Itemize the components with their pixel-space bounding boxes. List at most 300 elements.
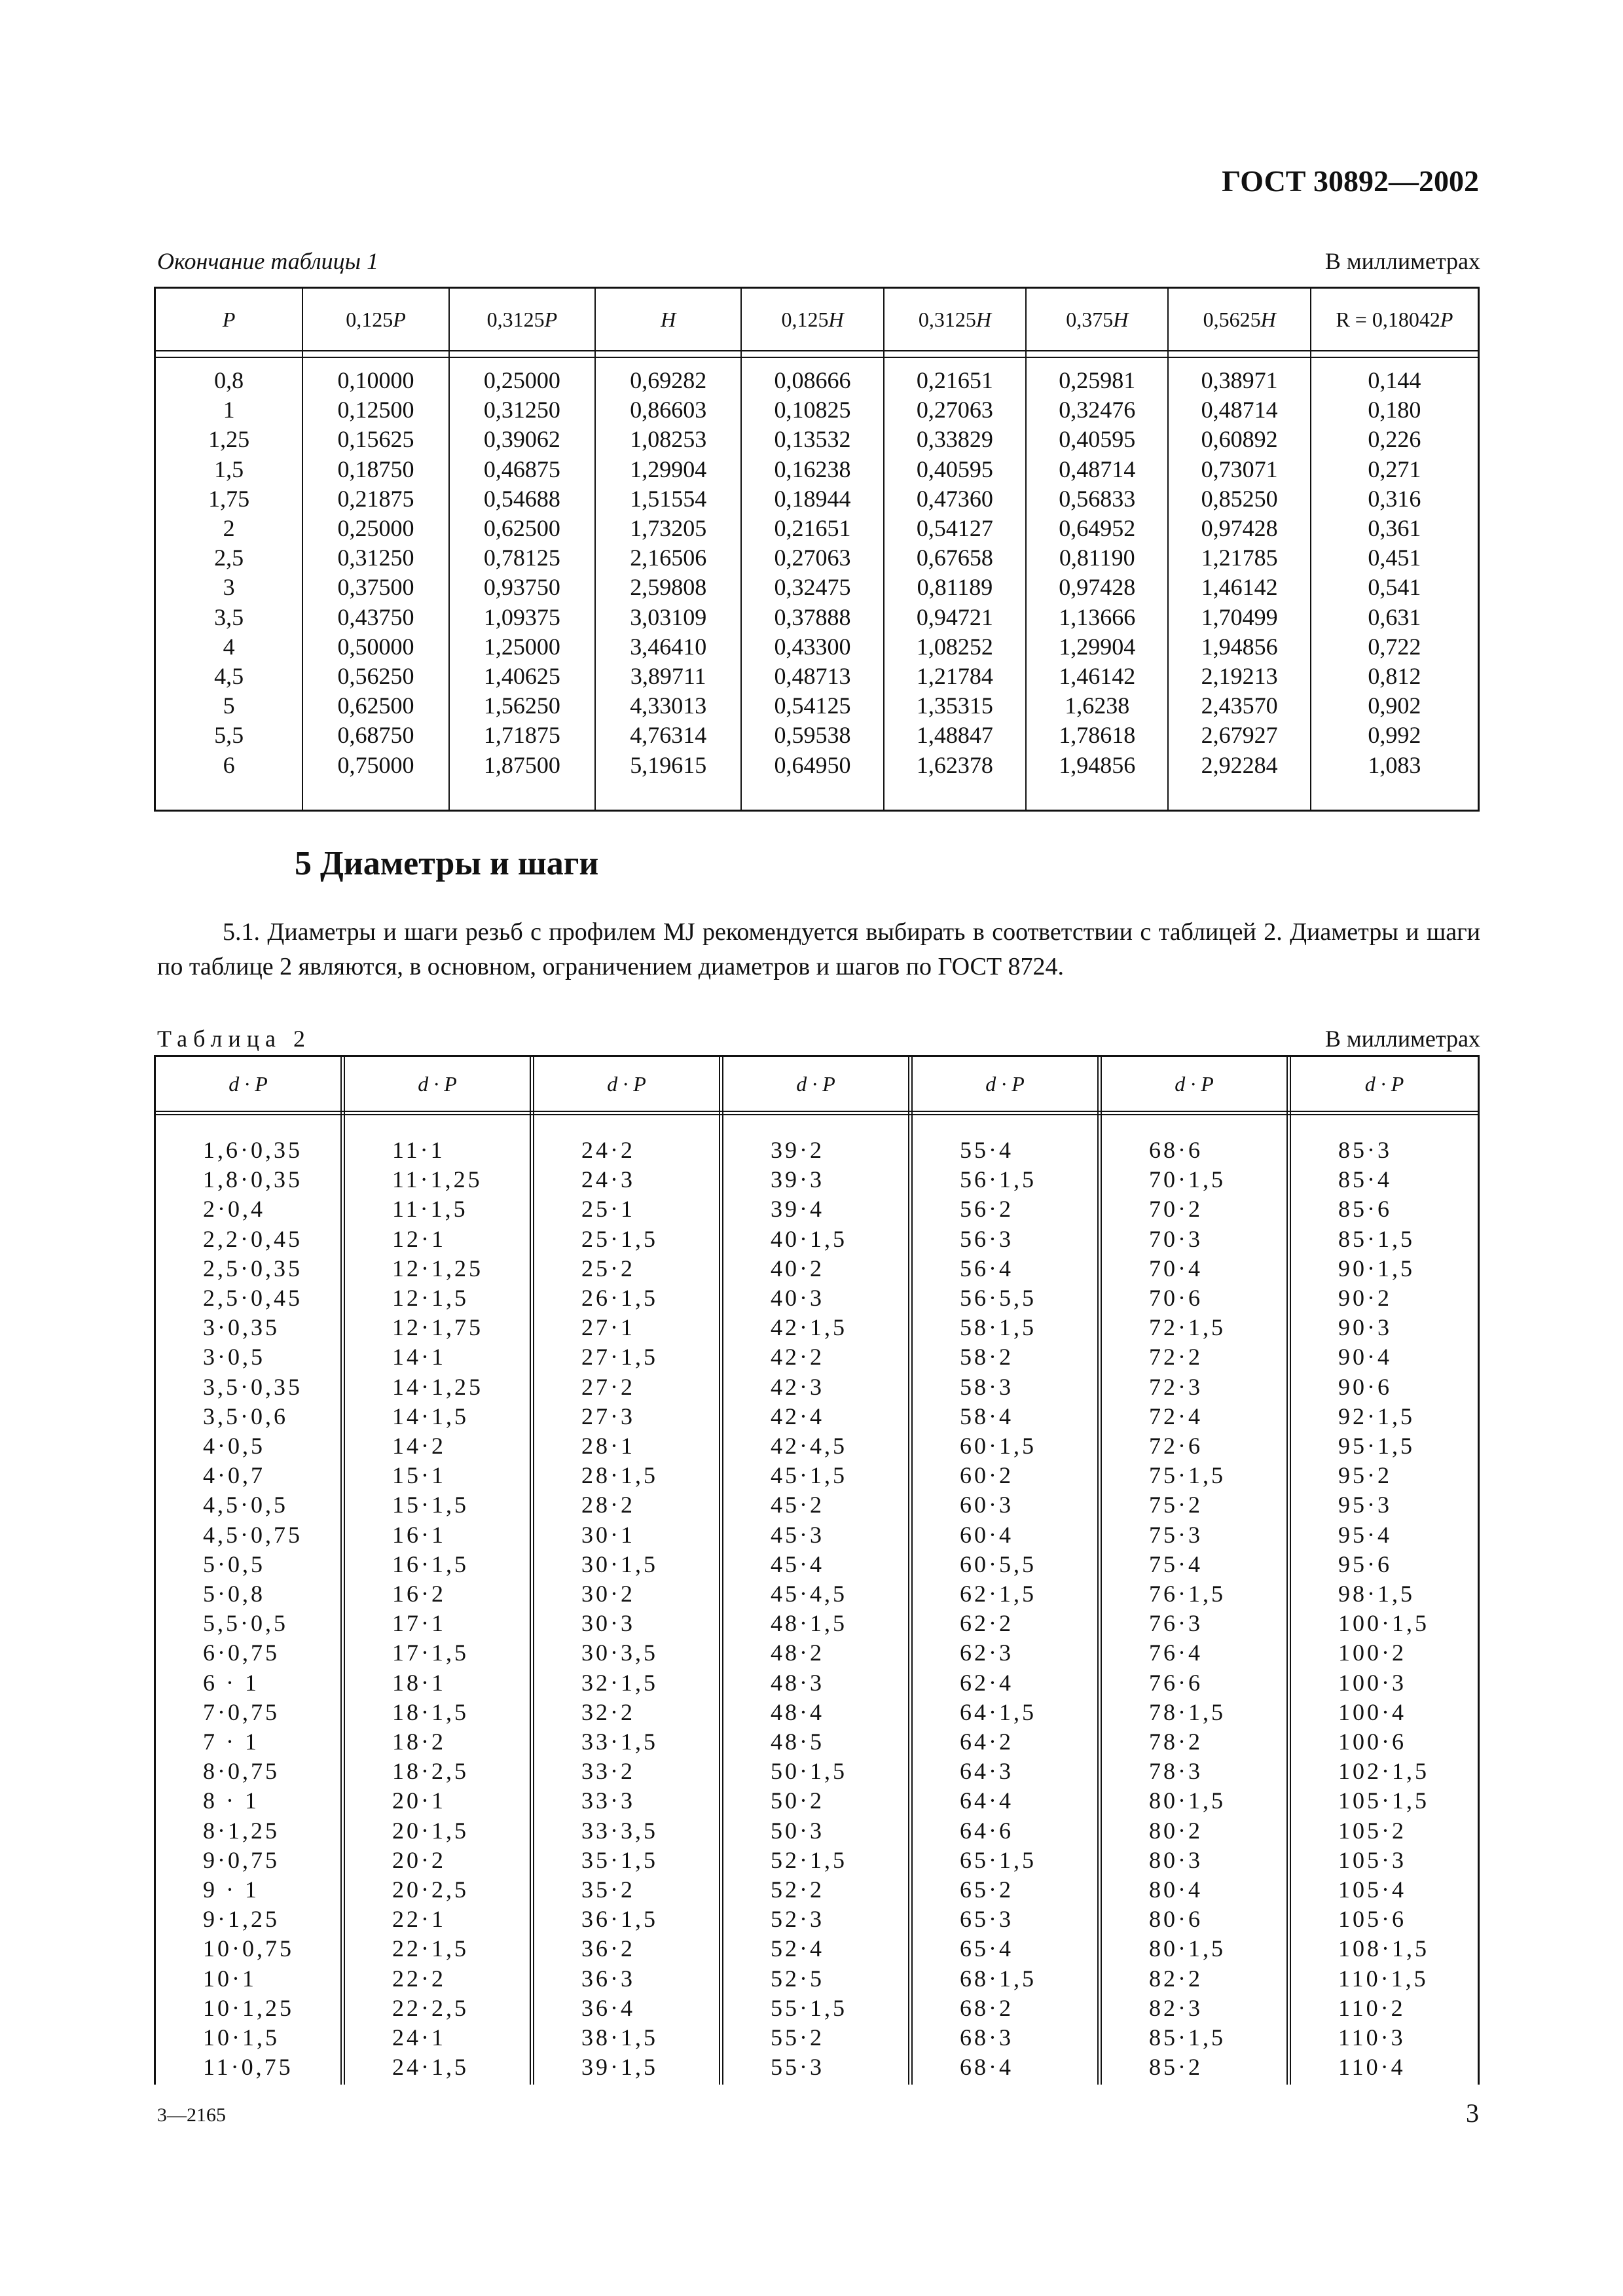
table2-cell: 36·4 — [581, 1994, 635, 2021]
table2-cell: 75·4 — [1149, 1551, 1203, 1577]
table2-cell: 39·4 — [771, 1196, 824, 1223]
table1-cell: 0,37888 — [774, 603, 851, 630]
table2-cell: 32·2 — [581, 1698, 635, 1725]
table2-cell: 55·3 — [771, 2054, 824, 2081]
table1-cell: 0,18944 — [774, 485, 851, 512]
table1-column — [884, 289, 1027, 810]
table2-cell: 100·2 — [1338, 1640, 1406, 1666]
table1-column — [1169, 289, 1311, 810]
table1-cell: 0,81190 — [1059, 545, 1135, 571]
table2-cell: 27·1,5 — [581, 1344, 658, 1371]
table2-cell: 45·2 — [771, 1492, 824, 1518]
table1-column — [742, 289, 884, 810]
table1-cell: 0,12500 — [337, 397, 414, 423]
table1-cell: 0,81189 — [917, 574, 993, 601]
table2-cell: 62·3 — [960, 1640, 1013, 1666]
table2-cell: 50·3 — [771, 1817, 824, 1844]
table2-cell: 90·2 — [1338, 1285, 1392, 1312]
table1-units: В миллиметрах — [1324, 248, 1480, 274]
section-title: 5 Диаметры и шаги — [295, 845, 599, 882]
table1-cell: 1,56250 — [483, 692, 560, 719]
table2-cell: 100·4 — [1338, 1698, 1406, 1725]
table2-cell: 58·4 — [960, 1403, 1013, 1429]
table1-cell: 0,59538 — [774, 722, 851, 749]
table2-cell: 52·5 — [771, 1965, 824, 1992]
table2-cell: 8·1,25 — [203, 1817, 280, 1844]
table2-cell: 9·0,75 — [203, 1846, 280, 1873]
table2-cell: 48·2 — [771, 1640, 824, 1666]
table2-column-header: d · P — [1175, 1071, 1214, 1096]
table1-cell: 0,75000 — [337, 751, 414, 778]
header-variable: H — [1260, 307, 1276, 331]
table2-cell: 25·1,5 — [581, 1225, 658, 1252]
table2-cell: 56·4 — [960, 1255, 1013, 1282]
table1-cell: 2,43570 — [1201, 692, 1278, 719]
table1-column-header — [156, 289, 302, 351]
header-coefficient: 0,375 — [1066, 307, 1114, 331]
table1-cell: 0,271 — [1368, 456, 1421, 482]
table1-cell: 3,46410 — [630, 633, 707, 660]
table2-cell: 70·2 — [1149, 1196, 1203, 1223]
table2-cell: 64·2 — [960, 1729, 1013, 1755]
table2-cell: 4,5·0,5 — [203, 1492, 288, 1518]
table2-cell: 8·0,75 — [203, 1758, 280, 1785]
table1-cell: 0,40595 — [1059, 426, 1136, 453]
table2-cell: 80·1,5 — [1149, 1935, 1226, 1962]
table1-cell: 0,16238 — [774, 456, 851, 482]
table2-cell: 72·4 — [1149, 1403, 1203, 1429]
table2-cell: 65·1,5 — [960, 1846, 1036, 1873]
table2-cell: 3·0,35 — [203, 1314, 280, 1341]
table1-cell: 1,78618 — [1059, 722, 1136, 749]
table2-cell: 16·1 — [392, 1521, 446, 1548]
table2-cell: 62·2 — [960, 1610, 1013, 1637]
table2-cell: 6 · 1 — [203, 1669, 259, 1696]
table2-cell: 110·1,5 — [1338, 1965, 1429, 1992]
table1-cell: 0,33829 — [916, 426, 993, 453]
table1-cell: 0,60892 — [1201, 426, 1278, 453]
table1-cell: 0,316 — [1368, 485, 1421, 512]
table2-cell: 95·1,5 — [1338, 1433, 1415, 1460]
table2-cell: 40·3 — [771, 1285, 824, 1312]
table2-cell: 56·5,5 — [960, 1285, 1036, 1312]
table2-cell: 9 · 1 — [203, 1876, 259, 1903]
table1-cell: 0,62500 — [483, 515, 560, 542]
header-coefficient: R = 0,18042 — [1336, 307, 1440, 331]
header-variable: H — [1113, 307, 1129, 331]
table2-cell: 42·3 — [771, 1373, 824, 1400]
table1-column — [596, 289, 742, 810]
table1-cell: 0,62500 — [337, 692, 414, 719]
table2-cell: 3,5·0,35 — [203, 1373, 302, 1400]
table2-cell: 56·1,5 — [960, 1166, 1036, 1193]
table2-cell: 65·3 — [960, 1906, 1013, 1933]
table1-cell: 2,16506 — [630, 545, 707, 571]
table2-cell: 90·1,5 — [1338, 1255, 1415, 1282]
table1-cell: 1,75 — [208, 485, 250, 512]
table1-cell: 0,43300 — [774, 633, 851, 660]
table1-cell: 0,8 — [214, 367, 244, 393]
header-variable: H — [976, 307, 991, 331]
table2-cell: 20·2 — [392, 1846, 446, 1873]
table1-cell: 0,46875 — [483, 456, 560, 482]
table2-cell: 58·1,5 — [960, 1314, 1036, 1341]
header-coefficient: 0,3125 — [486, 307, 545, 331]
table2-cell: 30·1,5 — [581, 1551, 658, 1577]
table2-cell: 68·2 — [960, 1994, 1013, 2021]
table1-cell: 5,19615 — [630, 751, 707, 778]
table1-cell: 1,083 — [1368, 751, 1421, 778]
table2-cell: 52·2 — [771, 1876, 824, 1903]
table1-column — [156, 289, 303, 810]
header-variable: P — [393, 307, 406, 331]
table2-cell: 85·6 — [1338, 1196, 1392, 1223]
table1-cell: 0,21651 — [916, 367, 993, 393]
table1-column — [1027, 289, 1169, 810]
table2-cell: 78·2 — [1149, 1729, 1203, 1755]
table2-cell: 24·2 — [581, 1137, 635, 1163]
table2-cell: 105·4 — [1338, 1876, 1406, 1903]
table1-cell: 0,37500 — [337, 574, 414, 601]
table2-cell: 12·1,25 — [392, 1255, 483, 1282]
table2-cell: 38·1,5 — [581, 2024, 658, 2051]
table1-cell: 4 — [223, 633, 235, 660]
table1-cell: 3,89711 — [630, 663, 706, 690]
table1-cell: 1,46142 — [1059, 663, 1136, 690]
table2-cell: 4·0,5 — [203, 1433, 265, 1460]
table2-cell: 12·1,75 — [392, 1314, 483, 1341]
table2-cell: 28·1 — [581, 1433, 635, 1460]
table2-cell: 70·1,5 — [1149, 1166, 1226, 1193]
table2-cell: 72·2 — [1149, 1344, 1203, 1371]
header-variable: H — [661, 307, 676, 331]
table1-cell: 0,86603 — [630, 397, 707, 423]
table1-cell: 1,13666 — [1059, 603, 1136, 630]
header-variable: H — [828, 307, 844, 331]
table2-cell: 85·1,5 — [1338, 1225, 1415, 1252]
table2-cell: 20·2,5 — [392, 1876, 469, 1903]
table2-cell: 80·2 — [1149, 1817, 1203, 1844]
table1-column — [1311, 289, 1478, 810]
table2-cell: 42·4 — [771, 1403, 824, 1429]
table2-cell: 33·2 — [581, 1758, 635, 1785]
table2-cell: 76·4 — [1149, 1640, 1203, 1666]
table1-cell: 0,73071 — [1201, 456, 1278, 482]
table1-cell: 0,93750 — [483, 574, 560, 601]
table2-cell: 48·1,5 — [771, 1610, 847, 1637]
table2-cell: 62·4 — [960, 1669, 1013, 1696]
table2-cell: 95·3 — [1338, 1492, 1392, 1518]
table2-cell: 22·1,5 — [392, 1935, 469, 1962]
table2-cell: 52·1,5 — [771, 1846, 847, 1873]
table1-cell: 1,94856 — [1201, 633, 1278, 660]
page-number: 3 — [1466, 2098, 1479, 2128]
table1-cell: 1,48847 — [916, 722, 993, 749]
table1-cell: 0,31250 — [483, 397, 560, 423]
table2-cell: 45·3 — [771, 1521, 824, 1548]
table2-cell: 7·0,75 — [203, 1698, 280, 1725]
table1-cell: 0,32476 — [1059, 397, 1136, 423]
table2-cell: 60·2 — [960, 1462, 1013, 1489]
table1-cell: 0,47360 — [916, 485, 993, 512]
table1-cell: 4,76314 — [630, 722, 707, 749]
table2-cell: 39·3 — [771, 1166, 824, 1193]
table1-cell: 0,25000 — [483, 367, 560, 393]
table2-cell: 110·3 — [1338, 2024, 1406, 2051]
table2-cell: 85·1,5 — [1149, 2024, 1226, 2051]
table1-header-separator — [156, 357, 1478, 358]
table2-cell: 20·1,5 — [392, 1817, 469, 1844]
table1-cell: 0,451 — [1368, 545, 1421, 571]
table1-cell: 0,27063 — [916, 397, 993, 423]
table2-cell: 85·4 — [1338, 1166, 1392, 1193]
table2-cell: 98·1,5 — [1338, 1581, 1415, 1607]
table1-cell: 2,19213 — [1201, 663, 1278, 690]
table1-cell: 0,631 — [1368, 603, 1421, 630]
table2-cell: 55·4 — [960, 1137, 1013, 1163]
table2-cell: 30·3 — [581, 1610, 635, 1637]
table1-cell: 1,21785 — [1201, 545, 1278, 571]
table1-cell: 0,10000 — [337, 367, 414, 393]
table2-cell: 75·2 — [1149, 1492, 1203, 1518]
table2-cell: 11·0,75 — [203, 2054, 293, 2081]
table2-cell: 33·3 — [581, 1787, 635, 1814]
table2-cell: 60·4 — [960, 1521, 1013, 1548]
table2-header-separator — [156, 1111, 1478, 1115]
table2-cell: 24·1 — [392, 2024, 446, 2051]
table2-cell: 22·2 — [392, 1965, 446, 1992]
table2-cell: 64·1,5 — [960, 1698, 1036, 1725]
table2-cell: 68·6 — [1149, 1137, 1203, 1163]
table2-caption-row — [157, 1025, 1480, 1052]
table1-cell: 1,25000 — [483, 633, 560, 660]
table2-cell: 90·6 — [1338, 1373, 1392, 1400]
table2-cell: 80·6 — [1149, 1906, 1203, 1933]
table2-cell: 12·1 — [392, 1225, 446, 1252]
table1-cell: 1,29904 — [1059, 633, 1136, 660]
table1-cell: 0,48713 — [774, 663, 851, 690]
table2-cell: 12·1,5 — [392, 1285, 469, 1312]
table2-cell: 17·1,5 — [392, 1640, 469, 1666]
header-variable: P — [222, 307, 236, 331]
table1-cell: 0,54688 — [483, 485, 560, 512]
table2-cell: 68·1,5 — [960, 1965, 1036, 1992]
table2-cell: 2,5·0,35 — [203, 1255, 302, 1282]
table2-cell: 27·1 — [581, 1314, 635, 1341]
table2-cell: 75·3 — [1149, 1521, 1203, 1548]
table1-cell: 3,5 — [214, 603, 244, 630]
table1-cell: 0,361 — [1368, 515, 1421, 542]
table2-cell: 26·1,5 — [581, 1285, 658, 1312]
table1-column-header — [742, 289, 883, 351]
table2-cell: 92·1,5 — [1338, 1403, 1415, 1429]
table2-cell: 30·2 — [581, 1581, 635, 1607]
table1-cell: 1,94856 — [1059, 751, 1136, 778]
table2-cell: 65·2 — [960, 1876, 1013, 1903]
table2-cell: 68·3 — [960, 2024, 1013, 2051]
table1-cell: 0,54127 — [916, 515, 993, 542]
table1-cell: 0,21651 — [774, 515, 851, 542]
table1-cell: 4,5 — [214, 663, 244, 690]
table2-cell: 7 · 1 — [203, 1729, 259, 1755]
table1-column — [450, 289, 596, 810]
table2-cell: 100·3 — [1338, 1669, 1406, 1696]
table2-cell: 64·4 — [960, 1787, 1013, 1814]
table1-column — [303, 289, 449, 810]
table2-cell: 60·1,5 — [960, 1433, 1036, 1460]
table2-cell: 28·1,5 — [581, 1462, 658, 1489]
table1-cell: 0,67658 — [916, 545, 993, 571]
table2-cell: 14·1 — [392, 1344, 446, 1371]
table2-cell: 39·2 — [771, 1137, 824, 1163]
table1-cell: 0,38971 — [1201, 367, 1278, 393]
table2-cell: 65·4 — [960, 1935, 1013, 1962]
table1-cell: 3 — [223, 574, 235, 601]
table1-cell: 0,32475 — [774, 574, 851, 601]
table1-cell: 1,25 — [208, 426, 250, 453]
table2-cell: 70·3 — [1149, 1225, 1203, 1252]
table2-cell: 30·3,5 — [581, 1640, 658, 1666]
table1-cell: 0,15625 — [337, 426, 414, 453]
table2-cell: 14·1,25 — [392, 1373, 483, 1400]
table2-cell: 33·1,5 — [581, 1729, 658, 1755]
table2-cell: 60·3 — [960, 1492, 1013, 1518]
table2-column — [156, 1057, 345, 2085]
table2-column — [534, 1057, 723, 2085]
table2-cell: 105·2 — [1338, 1817, 1406, 1844]
table2-cell: 3·0,5 — [203, 1344, 265, 1371]
table1-cell: 1,73205 — [630, 515, 707, 542]
table1-cell: 0,992 — [1368, 722, 1421, 749]
table2-cell: 10·1 — [203, 1965, 257, 1992]
header-variable: P — [1440, 307, 1453, 331]
table1-cell: 0,902 — [1368, 692, 1421, 719]
table2-cell: 5,5·0,5 — [203, 1610, 288, 1637]
table1-cell: 1,08253 — [630, 426, 707, 453]
table2-cell: 80·1,5 — [1149, 1787, 1226, 1814]
table2-cell: 64·3 — [960, 1758, 1013, 1785]
table1-cell: 2,67927 — [1201, 722, 1278, 749]
table1 — [154, 287, 1480, 812]
table1-cell: 0,08666 — [774, 367, 851, 393]
table1-cell: 0,43750 — [337, 603, 414, 630]
table2-cell: 76·3 — [1149, 1610, 1203, 1637]
table2-cell: 52·4 — [771, 1935, 824, 1962]
table1-cell: 0,180 — [1368, 397, 1421, 423]
table2-cell: 45·4 — [771, 1551, 824, 1577]
table2-cell: 3,5·0,6 — [203, 1403, 288, 1429]
table2-cell: 100·1,5 — [1338, 1610, 1429, 1637]
table2-cell: 10·1,5 — [203, 2024, 280, 2051]
table2-column-header: d · P — [228, 1071, 268, 1096]
table2-cell: 32·1,5 — [581, 1669, 658, 1696]
table2-cell: 76·6 — [1149, 1669, 1203, 1696]
table2-cell: 40·1,5 — [771, 1225, 847, 1252]
table2-column-header: d · P — [985, 1071, 1025, 1096]
table1-cell: 0,54125 — [774, 692, 851, 719]
table2-cell: 42·1,5 — [771, 1314, 847, 1341]
table1-cell: 0,64952 — [1059, 515, 1136, 542]
table2-cell: 25·2 — [581, 1255, 635, 1282]
header-coefficient: 0,125 — [781, 307, 829, 331]
table1-column-header — [596, 289, 740, 351]
table2-cell: 24·1,5 — [392, 2054, 469, 2081]
table1-cell: 1,51554 — [630, 485, 707, 512]
table1-cell: 0,40595 — [916, 456, 993, 482]
table2-cell: 56·3 — [960, 1225, 1013, 1252]
table1-cell: 3,03109 — [630, 603, 707, 630]
table2-cell: 48·3 — [771, 1669, 824, 1696]
table2-cell: 58·2 — [960, 1344, 1013, 1371]
table1-column-header — [1311, 289, 1478, 351]
table1-cell: 1,6238 — [1065, 692, 1130, 719]
table1-cell: 0,97428 — [1201, 515, 1278, 542]
table1-cell: 0,85250 — [1201, 485, 1278, 512]
table2 — [154, 1055, 1480, 2085]
table2-cell: 78·1,5 — [1149, 1698, 1226, 1725]
table2-cell: 20·1 — [392, 1787, 446, 1814]
table2-cell: 58·3 — [960, 1373, 1013, 1400]
table1-cell: 0,27063 — [774, 545, 851, 571]
table2-column-header: d · P — [1364, 1071, 1404, 1096]
table2-cell: 78·3 — [1149, 1758, 1203, 1785]
table2-cell: 6·0,75 — [203, 1640, 280, 1666]
table2-cell: 102·1,5 — [1338, 1758, 1429, 1785]
table1-column-header — [1169, 289, 1309, 351]
table2-cell: 48·5 — [771, 1729, 824, 1755]
table2-cell: 27·3 — [581, 1403, 635, 1429]
table1-cell: 4,33013 — [630, 692, 707, 719]
table2-cell: 14·2 — [392, 1433, 446, 1460]
table2-cell: 95·2 — [1338, 1462, 1392, 1489]
table1-cell: 2,5 — [214, 545, 244, 571]
table2-cell: 10·0,75 — [203, 1935, 294, 1962]
table2-cell: 22·1 — [392, 1906, 446, 1933]
table2-cell: 95·4 — [1338, 1521, 1392, 1548]
table2-cell: 105·6 — [1338, 1906, 1406, 1933]
table2-cell: 35·1,5 — [581, 1846, 658, 1873]
header-variable: P — [544, 307, 558, 331]
table1-cell: 0,68750 — [337, 722, 414, 749]
table1-caption-row — [157, 247, 1480, 275]
table2-cell: 76·1,5 — [1149, 1581, 1226, 1607]
table2-cell: 45·4,5 — [771, 1581, 847, 1607]
table2-column — [723, 1057, 913, 2085]
table1-column-header — [303, 289, 448, 351]
table1-cell: 0,48714 — [1201, 397, 1278, 423]
table2-column — [913, 1057, 1102, 2085]
table2-cell: 1,6·0,35 — [203, 1137, 302, 1163]
table2-cell: 85·2 — [1149, 2054, 1203, 2081]
table2-column-header: d · P — [796, 1071, 835, 1096]
table2-cell: 16·2 — [392, 1581, 446, 1607]
table2-cell: 17·1 — [392, 1610, 446, 1637]
table2-cell: 56·2 — [960, 1196, 1013, 1223]
table1-cell: 1,87500 — [483, 751, 560, 778]
table1-cell: 5,5 — [214, 722, 244, 749]
table1-cell: 0,31250 — [337, 545, 414, 571]
table1-cell: 1,46142 — [1201, 574, 1278, 601]
header-coefficient: 0,125 — [346, 307, 393, 331]
table2-cell: 18·2,5 — [392, 1758, 469, 1785]
table2-cell: 36·3 — [581, 1965, 635, 1992]
table2-cell: 48·4 — [771, 1698, 824, 1725]
table2-cell: 40·2 — [771, 1255, 824, 1282]
table1-cell: 0,25000 — [337, 515, 414, 542]
table2-cell: 105·1,5 — [1338, 1787, 1429, 1814]
table2-cell: 80·4 — [1149, 1876, 1203, 1903]
table1-column-header — [884, 289, 1025, 351]
